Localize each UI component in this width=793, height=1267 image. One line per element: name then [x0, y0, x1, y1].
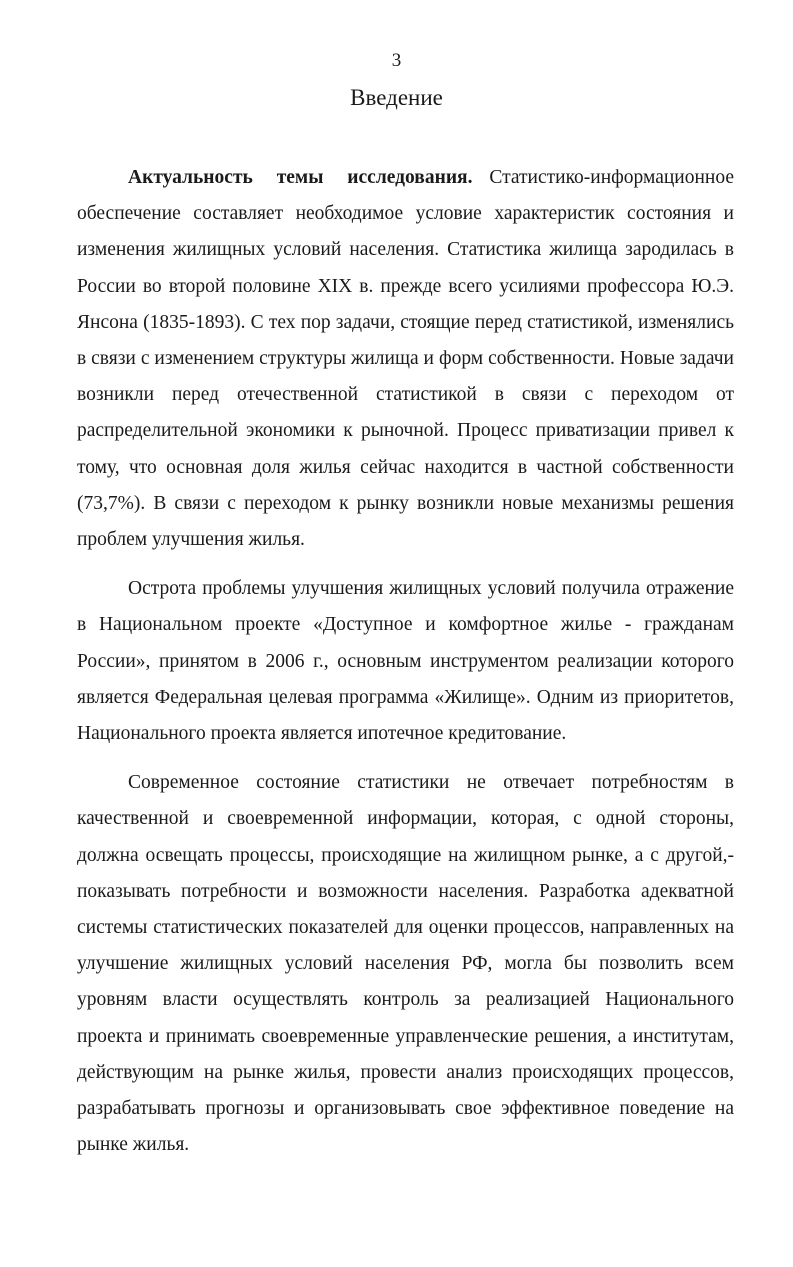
- page-number: 3: [391, 50, 402, 71]
- body-text: [77, 160, 734, 1163]
- paragraph-national-project: Острота проблемы улучшения жилищных условий получила отражение в Национальном проекте «Доступное и комфортное жилье - гражданам России», принятом в 2006 г., основным инструментом реализации которого является Федеральная целевая программа «Жилище». Одним из приоритетов, Национального проекта является ипотечное кредитование.: [77, 578, 734, 745]
- page-title: Введение: [350, 85, 443, 110]
- paragraph-lead-heading: Актуальность темы исследования.: [128, 167, 473, 188]
- paragraph-statistics-state: Современное состояние статистики не отвечает потребностям в качественной и своевременной информации, которая, с одной стороны, должна освещать процессы, происходящие на жилищном рынке, а с другой,- показывать потребности и возможности населения. Разработка адекватной системы статистических показателей для оценки процессов, направленных на улучшение жилищных условий населения РФ, могла бы позволить всем уровням власти осуществлять контроль за реализацией Национального проекта и принимать своевременные управленческие решения, а институтам, действующим на рынке жилья, провести анализ происходящих процессов, разрабатывать прогнозы и организовывать свое эффективное поведение на рынке жилья.: [77, 772, 734, 1156]
- paragraph-relevance: [77, 160, 734, 558]
- paragraph-text: Статистико-информационное обеспечение составляет необходимое условие характеристик состояния и изменения жилищных условий населения. Статистика жилища зародилась в России во второй половине XIX в. прежде всего усилиями профессора Ю.Э. Янсона (1835-1893). С тех пор задачи, стоящие перед статистикой, изменялись в связи с изменением структуры жилища и форм собственности. Новые задачи возникли перед отечественной статистикой в связи с переходом от распределительной экономики к рыночной. Процесс приватизации привел к тому, что основная доля жилья сейчас находится в частной собственности (73,7%). В связи с переходом к рынку возникли новые механизмы решения проблем улучшения жилья.: [77, 167, 735, 551]
